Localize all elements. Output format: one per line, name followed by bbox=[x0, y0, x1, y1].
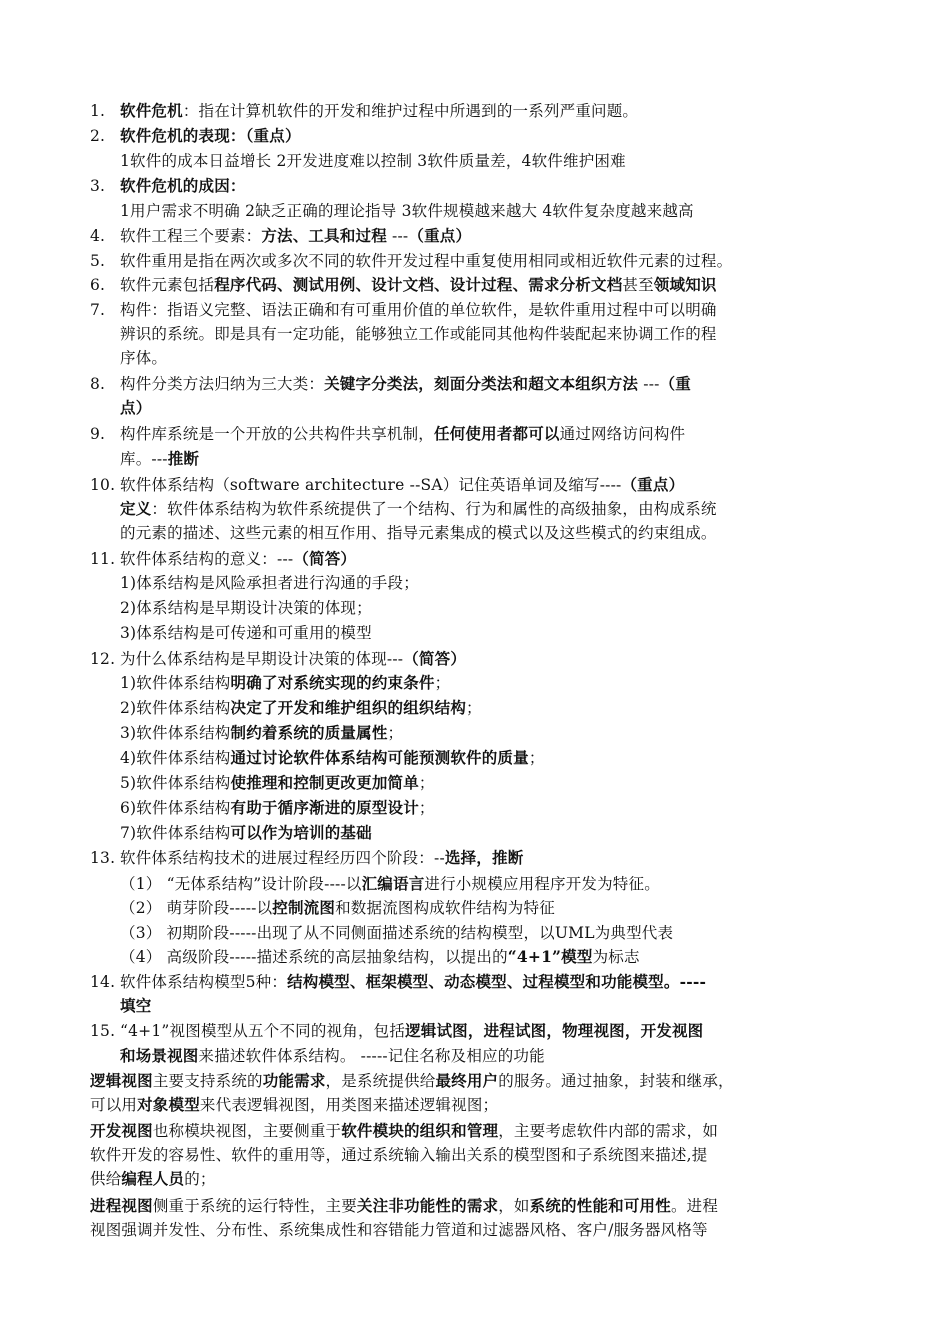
text-span: 甚至 bbox=[622, 276, 654, 294]
text-span: ； bbox=[434, 674, 451, 692]
text-line bbox=[0, 1144, 950, 1166]
text-line bbox=[0, 474, 950, 496]
text-line bbox=[0, 225, 950, 247]
bold-text: 编程人员 bbox=[121, 1169, 185, 1188]
line-body bbox=[120, 448, 199, 470]
text-line bbox=[0, 274, 950, 296]
text-span: ，是系统提供给 bbox=[325, 1072, 436, 1090]
text-line bbox=[0, 448, 950, 470]
text-span: 来代表逻辑视图，用类图来描述逻辑视图； bbox=[199, 1096, 499, 1114]
text-line bbox=[0, 873, 950, 895]
text-span: 构件库系统是一个开放的公共构件共享机制， bbox=[120, 425, 435, 443]
text-span: 供给 bbox=[90, 1170, 122, 1188]
item-number: 3. bbox=[90, 177, 106, 195]
text-span: --- bbox=[386, 227, 409, 245]
line-body bbox=[90, 1120, 718, 1142]
item-number: 10. bbox=[90, 476, 116, 494]
line-body bbox=[120, 125, 301, 147]
line-body bbox=[90, 1094, 498, 1116]
text-span: （3） 初期阶段-----出现了从不同侧面描述系统的结构模型，以UML为典型代表 bbox=[120, 924, 674, 942]
text-span: 7)软件体系结构 bbox=[120, 824, 231, 842]
text-span: ：软件体系结构为软件系统提供了一个结构、行为和属性的高级抽象，由构成系统 bbox=[151, 500, 717, 518]
text-span: 1)软件体系结构 bbox=[120, 674, 231, 692]
line-body bbox=[120, 648, 466, 670]
text-line bbox=[0, 125, 950, 147]
text-span: 。进程 bbox=[670, 1197, 719, 1215]
line-body bbox=[120, 274, 717, 296]
line-body bbox=[90, 1195, 718, 1217]
text-line bbox=[0, 622, 950, 644]
line-body bbox=[120, 423, 685, 445]
bold-text: 软件危机的表现：（重点） bbox=[120, 126, 301, 145]
line-body bbox=[120, 697, 482, 719]
item-number: 12. bbox=[90, 650, 116, 668]
line-body bbox=[120, 772, 435, 794]
text-span: ； bbox=[528, 749, 545, 767]
bold-text: （简答） bbox=[293, 549, 357, 568]
line-body bbox=[90, 1219, 708, 1241]
item-number: 4. bbox=[90, 227, 106, 245]
line-body bbox=[120, 946, 640, 968]
line-body bbox=[120, 1045, 545, 1067]
line-body bbox=[120, 323, 717, 345]
line-body bbox=[120, 572, 419, 594]
text-span: 可以用 bbox=[90, 1096, 138, 1114]
bold-text: 制约着系统的质量属性 bbox=[230, 723, 388, 742]
text-line bbox=[0, 150, 950, 172]
line-body bbox=[120, 847, 523, 869]
bold-text: 明确了对系统实现的约束条件 bbox=[230, 673, 435, 692]
text-line bbox=[0, 423, 950, 445]
text-span: 1用户需求不明确 2缺乏正确的理论指导 3软件规模越来越大 4软件复杂度越来越高 bbox=[120, 202, 694, 220]
text-span: 辨识的系统。即是具有一定功能，能够独立工作或能同其他构件装配起来协调工作的程 bbox=[120, 325, 717, 343]
bold-text: 推断 bbox=[167, 449, 200, 468]
text-line bbox=[0, 797, 950, 819]
text-line bbox=[0, 1070, 950, 1092]
bold-text: 通过讨论软件体系结构可能预测软件的质量 bbox=[230, 748, 529, 767]
item-number: 9. bbox=[90, 425, 106, 443]
text-span: “4+1”视图模型从五个不同的视角，包括 bbox=[120, 1022, 406, 1040]
text-line bbox=[0, 397, 950, 419]
line-body bbox=[120, 897, 555, 919]
item-number: 13. bbox=[90, 849, 116, 867]
text-span: ，如 bbox=[498, 1197, 530, 1215]
bold-text: 领域知识 bbox=[653, 275, 717, 294]
text-span: 2)软件体系结构 bbox=[120, 699, 231, 717]
text-line bbox=[0, 548, 950, 570]
text-line bbox=[0, 1094, 950, 1116]
item-number: 7. bbox=[90, 301, 106, 319]
line-body bbox=[120, 722, 403, 744]
line-body bbox=[120, 373, 691, 395]
text-line bbox=[0, 747, 950, 769]
line-body bbox=[120, 498, 717, 520]
text-span: 构件分类方法归纳为三大类： bbox=[120, 375, 325, 393]
text-line bbox=[0, 200, 950, 222]
text-line bbox=[0, 847, 950, 869]
bold-text: “4+1”模型 bbox=[507, 947, 593, 966]
bold-text: 最终用户 bbox=[435, 1071, 499, 1090]
line-body bbox=[120, 1020, 703, 1042]
text-line bbox=[0, 175, 950, 197]
text-span: 的元素的描述、这些元素的相互作用、指导元素集成的模式以及这些模式的约束组成。 bbox=[120, 524, 717, 542]
item-number: 15. bbox=[90, 1022, 116, 1040]
line-body bbox=[120, 873, 660, 895]
bold-text: 汇编语言 bbox=[361, 874, 425, 893]
text-line bbox=[0, 946, 950, 968]
line-body bbox=[120, 672, 450, 694]
text-line bbox=[0, 772, 950, 794]
line-body bbox=[120, 100, 638, 122]
line-body bbox=[120, 299, 717, 321]
text-line bbox=[0, 697, 950, 719]
text-line bbox=[0, 572, 950, 594]
bold-text: 关键字分类法，刻面分类法和超文本组织方法 bbox=[324, 374, 639, 393]
text-span: 主要支持系统的 bbox=[152, 1072, 263, 1090]
text-span: 软件开发的容易性、软件的重用等，通过系统输入输出关系的模型图和子系统图来描述,提 bbox=[90, 1146, 708, 1164]
text-line bbox=[0, 922, 950, 944]
bold-text: 软件模块的组织和管理 bbox=[341, 1121, 499, 1140]
text-span: ：指在计算机软件的开发和维护过程中所遇到的一系列严重问题。 bbox=[182, 102, 639, 120]
item-number: 14. bbox=[90, 973, 116, 991]
text-line bbox=[0, 1120, 950, 1142]
bold-text: 逻辑试图，进程试图，物理视图，开发视图 bbox=[405, 1021, 704, 1040]
text-span: 软件元素包括 bbox=[120, 276, 215, 294]
text-span: 也称模块视图，主要侧重于 bbox=[152, 1122, 342, 1140]
text-span: 3)软件体系结构 bbox=[120, 724, 231, 742]
line-body bbox=[120, 747, 545, 769]
bold-text: 结构模型、框架模型、动态模型、过程模型和功能模型。---- bbox=[287, 972, 707, 991]
item-number: 2. bbox=[90, 127, 106, 145]
line-body bbox=[120, 250, 732, 272]
text-line bbox=[0, 323, 950, 345]
text-span: 和数据流图构成软件结构为特征 bbox=[335, 899, 555, 917]
text-span: 为什么体系结构是早期设计决策的体现--- bbox=[120, 650, 404, 668]
line-body bbox=[120, 995, 151, 1017]
text-span: ； bbox=[387, 724, 404, 742]
text-span: 通过网络访问构件 bbox=[559, 425, 686, 443]
bold-text: （重点） bbox=[408, 226, 472, 245]
line-body bbox=[90, 1168, 216, 1190]
text-line bbox=[0, 648, 950, 670]
bold-text: 开发视图 bbox=[90, 1121, 153, 1140]
bold-text: 进程视图 bbox=[90, 1196, 153, 1215]
text-line bbox=[0, 100, 950, 122]
bold-text: 可以作为培训的基础 bbox=[230, 823, 372, 842]
text-line bbox=[0, 971, 950, 993]
bold-text: 任何使用者都可以 bbox=[434, 424, 560, 443]
bold-text: 填空 bbox=[120, 996, 152, 1015]
item-number: 1. bbox=[90, 102, 106, 120]
bold-text: 系统的性能和可用性 bbox=[529, 1196, 671, 1215]
text-span: ，主要考虑软件内部的需求，如 bbox=[498, 1122, 719, 1140]
bold-text: 定义 bbox=[120, 499, 152, 518]
text-span: 软件重用是指在两次或多次不同的软件开发过程中重复使用相同或相近软件元素的过程。 bbox=[120, 252, 733, 270]
line-body bbox=[120, 225, 471, 247]
text-span: 3)体系结构是可传递和可重用的模型 bbox=[120, 624, 372, 642]
line-body bbox=[120, 200, 694, 222]
text-line bbox=[0, 672, 950, 694]
line-body bbox=[90, 1070, 734, 1092]
text-span: 进行小规模应用程序开发为特征。 bbox=[424, 875, 660, 893]
line-body bbox=[120, 347, 167, 369]
bold-text: 控制流图 bbox=[272, 898, 336, 917]
text-line bbox=[0, 1168, 950, 1190]
text-line bbox=[0, 498, 950, 520]
line-body bbox=[90, 1144, 707, 1166]
bold-text: 选择，推断 bbox=[444, 848, 524, 867]
line-body bbox=[120, 474, 684, 496]
text-span: 来描述软件体系结构。 -----记住名称及相应的功能 bbox=[198, 1047, 545, 1065]
text-span: 软件体系结构的意义：--- bbox=[120, 550, 294, 568]
item-number: 8. bbox=[90, 375, 106, 393]
text-span: （2） 萌芽阶段-----以 bbox=[120, 899, 273, 917]
line-body bbox=[120, 175, 246, 197]
text-span: 6)软件体系结构 bbox=[120, 799, 231, 817]
text-line bbox=[0, 299, 950, 321]
text-span: --- bbox=[638, 375, 660, 393]
bold-text: 软件危机的成因： bbox=[120, 176, 246, 195]
text-span: 软件体系结构（software architecture --SA）记住英语单词及缩写---- bbox=[120, 476, 622, 494]
bold-text: 关注非功能性的需求 bbox=[356, 1196, 499, 1215]
text-line bbox=[0, 1219, 950, 1241]
text-span: 为标志 bbox=[592, 948, 640, 966]
line-body bbox=[120, 548, 356, 570]
item-number: 6. bbox=[90, 276, 106, 294]
bold-text: 点） bbox=[120, 398, 152, 417]
text-span: （4） 高级阶段-----描述系统的高层抽象结构，以提出的 bbox=[120, 948, 508, 966]
bold-text: 方法、工具和过程 bbox=[261, 226, 387, 245]
line-body bbox=[120, 622, 372, 644]
bold-text: （重点） bbox=[621, 475, 685, 494]
bold-text: 有助于循序渐进的原型设计 bbox=[230, 798, 419, 817]
text-span: 4)软件体系结构 bbox=[120, 749, 231, 767]
text-span: ； bbox=[466, 699, 482, 717]
text-line bbox=[0, 1195, 950, 1217]
text-span: （1） “无体系结构”设计阶段----以 bbox=[120, 875, 362, 893]
text-line bbox=[0, 1020, 950, 1042]
bold-text: 和场景视图 bbox=[120, 1046, 199, 1065]
text-span: 1)体系结构是风险承担者进行沟通的手段； bbox=[120, 574, 419, 592]
bold-text: 决定了开发和维护组织的组织结构 bbox=[230, 698, 467, 717]
text-span: 2)体系结构是早期设计决策的体现； bbox=[120, 599, 372, 617]
bold-text: 对象模型 bbox=[137, 1095, 200, 1114]
line-body bbox=[120, 971, 706, 993]
text-span: 的服务。通过抽象，封装和继承， bbox=[498, 1072, 734, 1090]
text-line bbox=[0, 373, 950, 395]
line-body bbox=[120, 922, 673, 944]
text-span: 构件：指语义完整、语法正确和有可重用价值的单位软件，是软件重用过程中可以明确 bbox=[120, 301, 717, 319]
text-span: 序体。 bbox=[120, 349, 168, 367]
line-body bbox=[120, 397, 151, 419]
text-span: 5)软件体系结构 bbox=[120, 774, 231, 792]
bold-text: （简答） bbox=[403, 649, 467, 668]
text-span: 库。--- bbox=[120, 450, 168, 468]
line-body bbox=[120, 822, 372, 844]
text-line bbox=[0, 347, 950, 369]
text-span: 软件工程三个要素： bbox=[120, 227, 262, 245]
item-number: 11. bbox=[90, 550, 116, 568]
line-body bbox=[120, 597, 372, 619]
text-line bbox=[0, 822, 950, 844]
text-span: 软件体系结构技术的进展过程经历四个阶段：-- bbox=[120, 849, 445, 867]
bold-text: 软件危机 bbox=[120, 101, 183, 120]
text-line bbox=[0, 522, 950, 544]
text-line bbox=[0, 722, 950, 744]
text-line bbox=[0, 1045, 950, 1067]
text-line bbox=[0, 897, 950, 919]
line-body bbox=[120, 797, 435, 819]
text-line bbox=[0, 995, 950, 1017]
item-number: 5. bbox=[90, 252, 106, 270]
bold-text: 使推理和控制更改更加简单 bbox=[230, 773, 419, 792]
text-line bbox=[0, 250, 950, 272]
bold-text: 功能需求 bbox=[262, 1071, 326, 1090]
text-span: 视图强调并发性、分布性、系统集成性和容错能力管道和过滤器风格、客户/服务器风格等 bbox=[90, 1221, 708, 1239]
line-body bbox=[120, 522, 717, 544]
text-line bbox=[0, 597, 950, 619]
text-span: ； bbox=[418, 774, 435, 792]
text-span: 软件体系结构模型5种： bbox=[120, 973, 288, 991]
text-span: 的； bbox=[184, 1170, 216, 1188]
bold-text: （重 bbox=[659, 374, 691, 393]
text-span: 侧重于系统的运行特性，主要 bbox=[152, 1197, 357, 1215]
line-body bbox=[120, 150, 626, 172]
bold-text: 程序代码、测试用例、设计文档、设计过程、需求分析文档 bbox=[214, 275, 623, 294]
text-span: ； bbox=[418, 799, 435, 817]
bold-text: 逻辑视图 bbox=[90, 1071, 153, 1090]
text-span: 1软件的成本日益增长 2开发进度难以控制 3软件质量差，4软件维护困难 bbox=[120, 152, 626, 170]
